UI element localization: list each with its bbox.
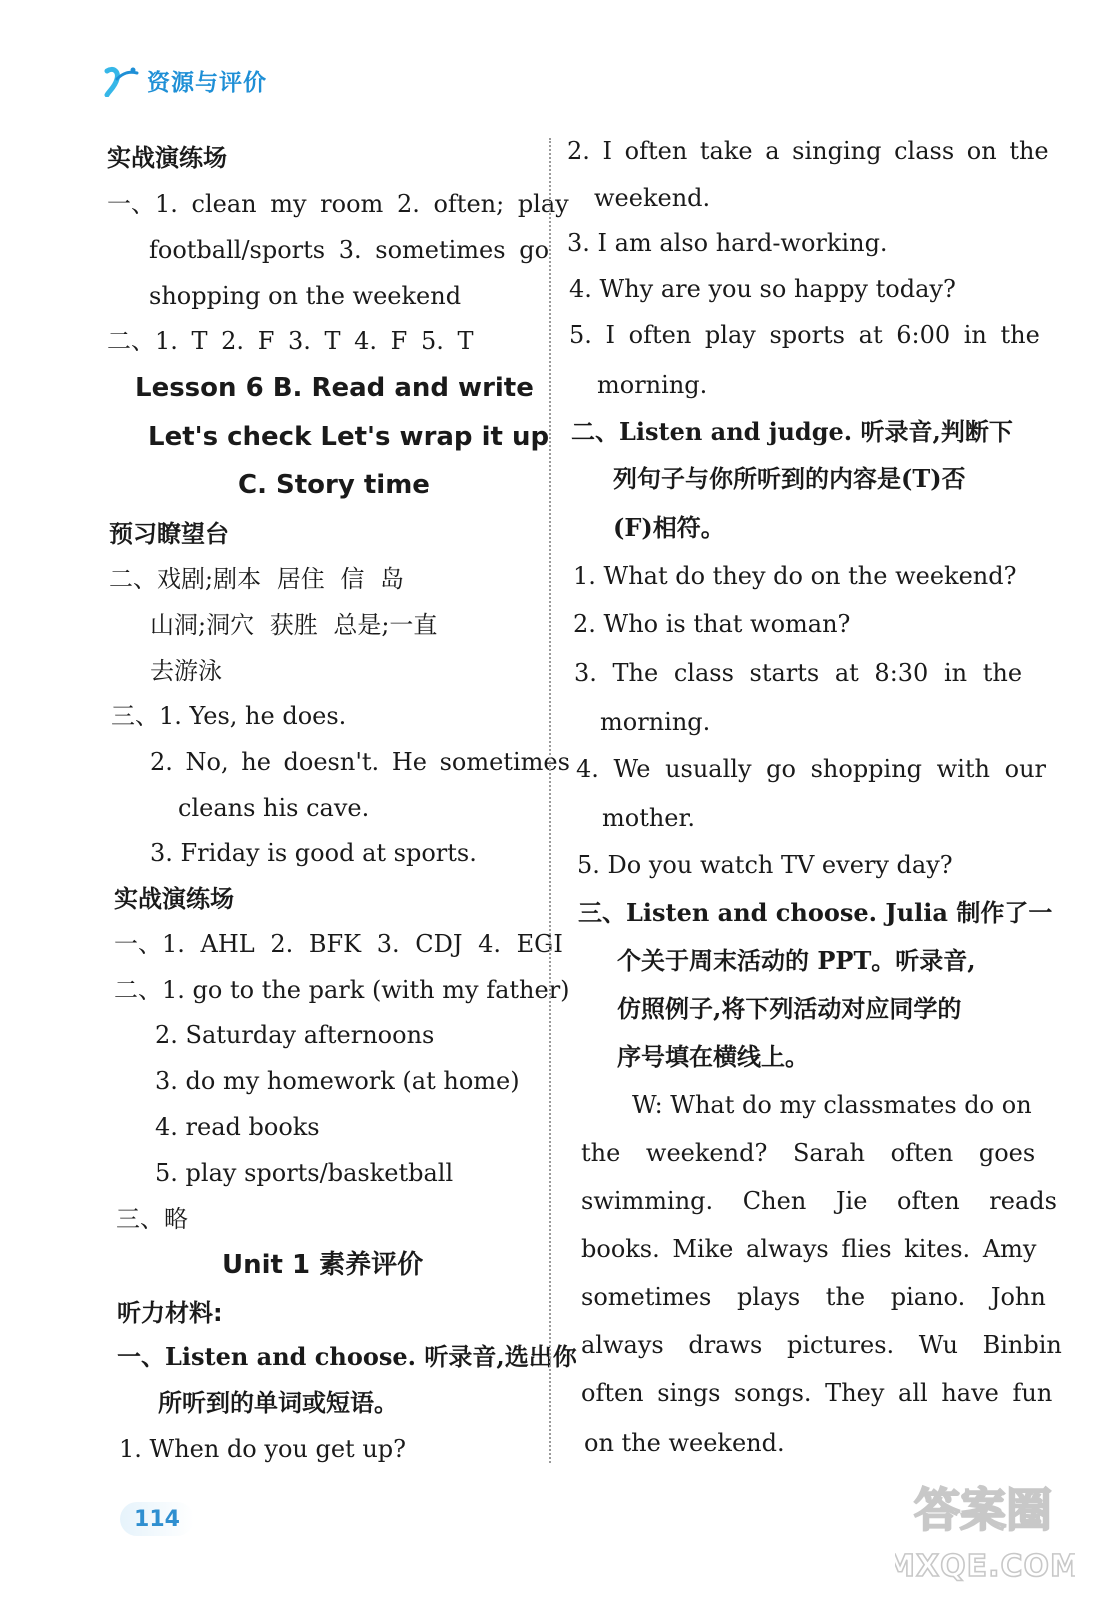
script-line: 5. I often play sports at 6:00 in the xyxy=(569,321,1040,349)
script-line: on the weekend. xyxy=(584,1429,785,1457)
section-heading-practice: 实战演练场 xyxy=(107,144,227,172)
answer-line: 3. Friday is good at sports. xyxy=(150,839,477,867)
answer-line: 5. play sports/basketball xyxy=(155,1159,454,1187)
question-instruction: 二、Listen and judge. 听录音,判断下 xyxy=(571,417,1013,446)
lesson-title: Lesson 6 B. Read and write xyxy=(135,373,534,403)
script-line: often sings songs. They all have fun xyxy=(581,1379,1053,1407)
answer-line: 一、1. clean my room 2. often; play xyxy=(107,190,569,218)
page-number xyxy=(120,1502,194,1536)
question-instruction: 一、Listen and choose. 听录音,选出你 xyxy=(117,1342,577,1371)
answer-line: 二、1. T 2. F 3. T 4. F 5. T xyxy=(107,327,474,355)
answer-line: cleans his cave. xyxy=(178,794,370,822)
lesson-subtitle: Let's check Let's wrap it up xyxy=(148,422,550,452)
script-line: books. Mike always flies kites. Amy xyxy=(581,1235,1037,1263)
script-line: 3. I am also hard-working. xyxy=(567,229,888,257)
script-line: weekend. xyxy=(594,184,711,212)
answer-line: 4. read books xyxy=(155,1113,320,1141)
brand-logo-icon xyxy=(103,65,141,97)
answer-line: 二、1. go to the park (with my father) xyxy=(114,976,570,1004)
page-number-text: 114 xyxy=(134,1506,180,1532)
section-heading-preview: 预习瞭望台 xyxy=(109,520,229,548)
column-divider xyxy=(549,138,551,1463)
question-instruction: 三、Listen and choose. Julia 制作了一 xyxy=(578,898,1053,927)
script-line: 3. The class starts at 8:30 in the xyxy=(574,659,1023,687)
section-heading-listening: 听力材料: xyxy=(117,1299,223,1327)
script-line: sometimes plays the piano. John xyxy=(581,1283,1046,1311)
answer-line: shopping on the weekend xyxy=(149,282,462,310)
script-line: always draws pictures. Wu Binbin xyxy=(581,1331,1062,1359)
script-line: 4. Why are you so happy today? xyxy=(569,275,956,303)
answer-line: 2. No, he doesn't. He sometimes xyxy=(150,748,570,776)
section-heading-practice: 实战演练场 xyxy=(114,885,234,913)
answer-line: 二、戏剧;剧本 居住 信 岛 xyxy=(109,565,404,593)
script-line: 5. Do you watch TV every day? xyxy=(577,851,953,879)
script-line: 4. We usually go shopping with our xyxy=(576,755,1046,783)
script-line: the weekend? Sarah often goes xyxy=(581,1139,1036,1167)
question-instruction: 所听到的单词或短语。 xyxy=(158,1388,398,1417)
script-line: W: What do my classmates do on xyxy=(632,1091,1032,1119)
answer-line: 3. do my homework (at home) xyxy=(155,1067,520,1095)
lesson-story-title: C. Story time xyxy=(238,470,430,500)
script-line: 2. I often take a singing class on the xyxy=(567,137,1049,165)
script-line: mother. xyxy=(602,804,695,832)
script-line: morning. xyxy=(600,708,711,736)
answer-line: 三、略 xyxy=(116,1205,188,1233)
watermark-text: 答案圈 xyxy=(914,1483,1052,1537)
question-instruction: 仿照例子,将下列活动对应同学的 xyxy=(617,994,962,1023)
script-line: morning. xyxy=(597,371,708,399)
answer-line: football/sports 3. sometimes go xyxy=(149,236,550,264)
answer-line: 2. Saturday afternoons xyxy=(155,1021,435,1049)
watermark-url: MXQE.COM xyxy=(895,1549,1075,1584)
answer-line: 三、1. Yes, he does. xyxy=(111,702,347,730)
question-instruction: 序号填在横线上。 xyxy=(617,1042,809,1071)
question-instruction: (F)相符。 xyxy=(613,513,725,542)
question-instruction: 列句子与你所听到的内容是(T)否 xyxy=(613,464,966,493)
script-line: 1. What do they do on the weekend? xyxy=(573,562,1017,590)
brand-title: 资源与评价 xyxy=(147,70,267,96)
answer-line: 1. When do you get up? xyxy=(119,1435,407,1463)
answer-line: 山洞;洞穴 获胜 总是;一直 xyxy=(150,611,438,639)
watermark-logo xyxy=(895,1468,1075,1592)
script-line: 2. Who is that woman? xyxy=(573,610,851,638)
answer-line: 一、1. AHL 2. BFK 3. CDJ 4. EGI xyxy=(114,930,563,958)
unit-title: Unit 1 素养评价 xyxy=(222,1250,424,1280)
question-instruction: 个关于周末活动的 PPT。听录音, xyxy=(617,946,976,975)
script-line: swimming. Chen Jie often reads xyxy=(581,1187,1057,1215)
answer-line: 去游泳 xyxy=(150,657,222,685)
header-brand xyxy=(103,64,267,97)
